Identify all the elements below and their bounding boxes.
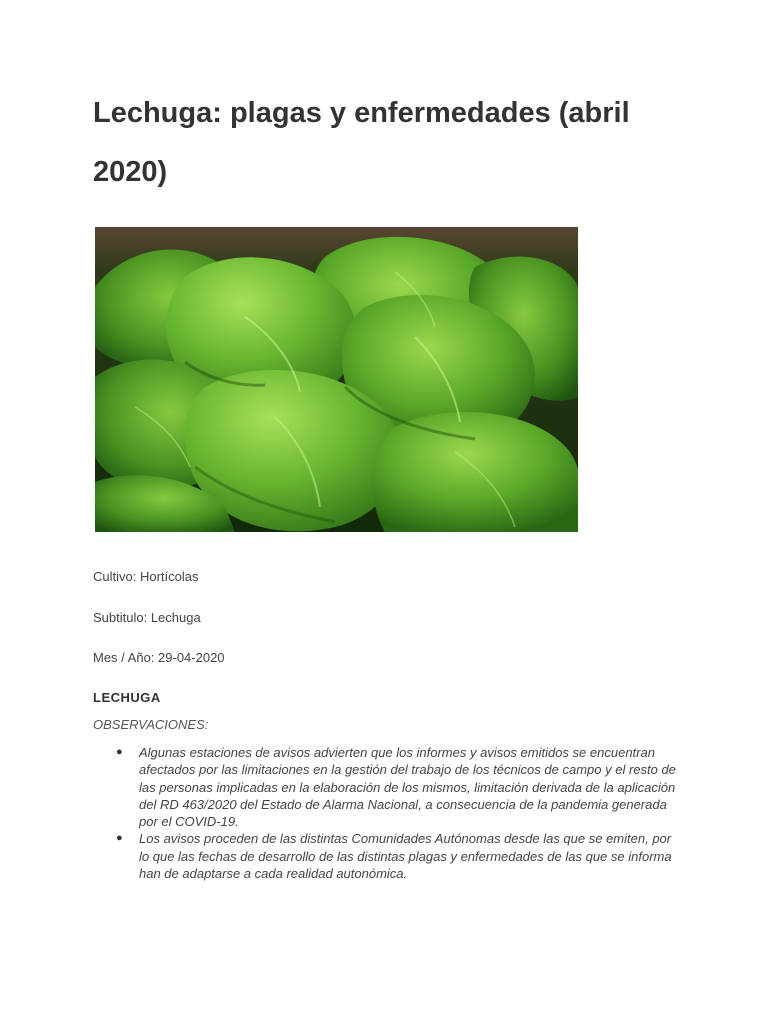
lettuce-photo — [95, 227, 578, 532]
list-item-text: Algunas estaciones de avisos advierten que los informes y avisos emitidos se encuentran afectados por las limitaciones en la gestión del trabajo de los técnicos de campo y el resto de las personas implicadas en la elaboración de los mismos, limitación derivada de la aplicación del RD 463/2020 del Estado de Alarma Nacional, a consecuencia de la pandemia generada por el COVID-19. — [139, 745, 676, 830]
list-item — [93, 744, 683, 830]
bullet-icon: ● — [116, 746, 123, 758]
list-item — [93, 830, 683, 882]
lettuce-image — [95, 227, 578, 532]
page-title: Lechuga: plagas y enfermedades (abril 2020) — [93, 97, 630, 188]
meta-mes-anio: Mes / Año: 29-04-2020 — [93, 650, 225, 665]
observaciones-label: OBSERVACIONES: — [93, 717, 209, 732]
observaciones-list — [93, 744, 683, 882]
list-item-text: Los avisos proceden de las distintas Comunidades Autónomas desde las que se emiten, por lo que las fechas de desarrollo de las distintas plagas y enfermedades de las que se informa han de adaptarse a cada realidad autonómica. — [139, 831, 672, 882]
section-heading: LECHUGA — [93, 690, 161, 705]
meta-cultivo: Cultivo: Hortícolas — [93, 569, 199, 584]
bullet-icon: ● — [116, 832, 123, 845]
meta-subtitulo: Subtitulo: Lechuga — [93, 610, 201, 625]
